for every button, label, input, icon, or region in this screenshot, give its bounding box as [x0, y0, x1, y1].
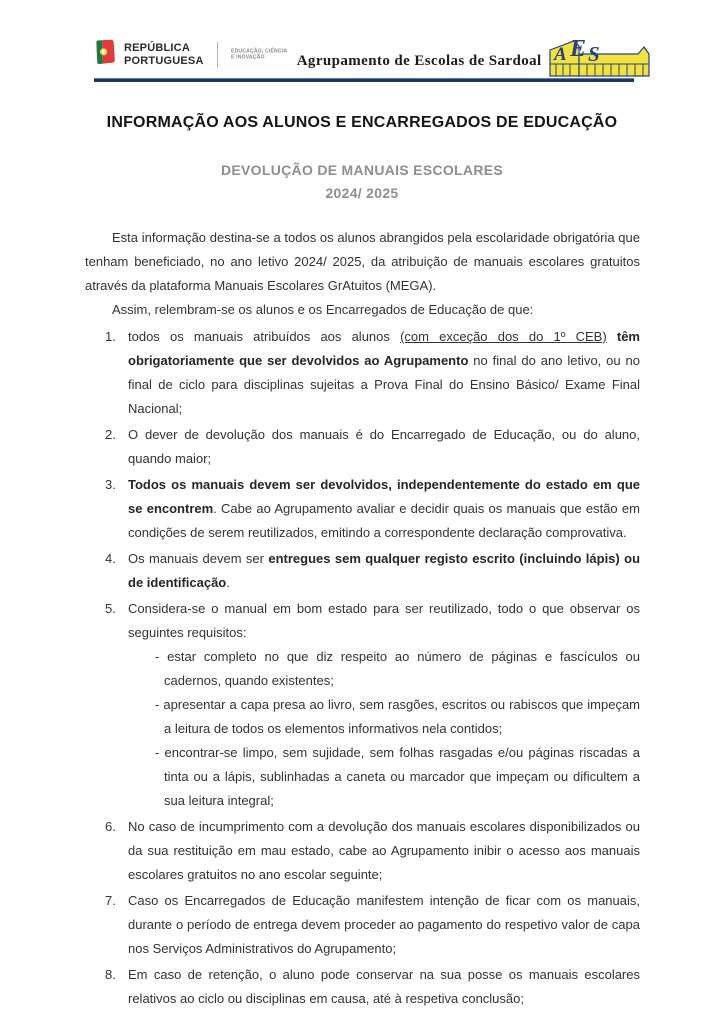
list-item — [85, 473, 640, 545]
dept-text — [231, 49, 287, 61]
page-title: INFORMAÇÃO AOS ALUNOS E ENCARREGADOS DE EDUCAÇÃO — [106, 114, 618, 131]
list-item-text: Todos os manuais devem ser devolvidos, independentemente do estado em que se encontrem. Cabe ao Agrupamento avaliar e decidir quais os manuais que estão em condições de serem reutilizados, emitindo a correspondente declaração comprovativa. — [128, 477, 640, 540]
dept-line1: EDUCAÇÃO, CIÊNCIA — [230, 48, 287, 54]
list-item-text: todos os manuais atribuídos aos alunos (com exceção dos do 1º CEB) têm obrigatoriamente que ser devolvidos ao Agrupamento no final do ano letivo, ou no final de ciclo para disciplinas sujeitas a Prova Final do Ensino Básico/ Exame Final Nacional; — [128, 329, 640, 416]
aes-letter-e: E — [569, 36, 586, 62]
school-name: Agrupamento de Escolas de Sardoal — [296, 53, 542, 69]
intro-paragraph: Esta informação destina-se a todos os alunos abrangidos pela escolaridade obrigatória que tenham beneficiado, no ano letivo 2024/ 2025, da atribuição de manuais escolares gratuitos através da plataforma Manuais Escolares GrAtuitos (MEGA). — [85, 230, 640, 293]
list-item-number: 6. — [105, 819, 116, 834]
list-item-number: 3. — [105, 477, 116, 492]
aes-school-logo-icon — [546, 34, 652, 85]
list-item — [85, 597, 640, 813]
list-subitem: - encontrar-se limpo, sem sujidade, sem folhas rasgadas e/ou páginas riscadas a tinta ou a lápis, sublinhadas a caneta ou marcador que impeçam ou dificultem a sua leitura integral; — [155, 745, 640, 808]
document-body — [85, 226, 640, 1011]
intro-paragraph: Assim, relembram-se os alunos e os Encarregados de Educação de que: — [112, 302, 534, 317]
list-item — [85, 423, 640, 471]
aes-letter-a: A — [553, 44, 567, 65]
aes-letter-s: S — [587, 42, 600, 66]
republic-line2: PORTUGUESA — [124, 54, 204, 67]
list-subitem: - apresentar a capa presa ao livro, sem rasgões, escritos ou rabiscos que impeçam a leitura de todos os elementos informativos nela contidos; — [155, 697, 640, 736]
dept-line2: E INOVAÇÃO — [230, 54, 265, 60]
list-item-number: 5. — [105, 601, 116, 616]
subtitle-line2: 2024/ 2025 — [325, 185, 399, 201]
portugal-flag-icon — [94, 37, 117, 72]
list-item — [85, 889, 640, 961]
list-item — [85, 547, 640, 595]
list-item-number: 4. — [105, 551, 116, 566]
gov-divider — [217, 42, 218, 68]
list-item-text: Em caso de retenção, o aluno pode conservar na sua posse os manuais escolares relativos ao ciclo ou disciplinas em causa, até à respetiva conclusão; — [128, 967, 640, 1006]
list-subitem: - estar completo no que diz respeito ao número de páginas e fascículos ou cadernos, quando existentes; — [155, 649, 640, 688]
list-item-number: 8. — [105, 967, 116, 982]
list-item — [85, 815, 640, 887]
republic-text — [124, 42, 204, 68]
list-item-number: 7. — [105, 893, 116, 908]
gov-logo — [94, 37, 297, 76]
subtitle-line1: DEVOLUÇÃO DE MANUAIS ESCOLARES — [220, 162, 504, 178]
list-item-text: Os manuais devem ser entregues sem qualquer registo escrito (incluindo lápis) ou de identificação. — [128, 551, 641, 590]
republic-line1: REPÚBLICA — [124, 41, 190, 54]
list-item — [85, 325, 640, 421]
list-item — [85, 963, 640, 1011]
list-item-text: O dever de devolução dos manuais é do Encarregado de Educação, ou do aluno, quando maior; — [128, 427, 640, 466]
list-item-text: Considera-se o manual em bom estado para ser reutilizado, todo o que observar os seguintes requisitos: - estar completo no que diz respeito ao número de páginas e fascículos ou cadernos, quando existentes; - apresentar a capa presa ao livro, sem rasgões, escritos ou rabiscos que impeçam a leitura de todos os elementos informativos nela contidos; - encontrar-se limpo, sem sujidade, sem folhas rasgadas e/ou páginas riscadas a tinta ou a lápis, sublinhadas a caneta ou marcador que impeçam ou dificultem a sua leitura integral; — [128, 597, 640, 813]
page-subtitle — [60, 159, 664, 205]
numbered-list — [85, 325, 640, 1011]
list-item-text: Caso os Encarregados de Educação manifestem intenção de ficar com os manuais, durante o período de entrega devem proceder ao pagamento do respetivo valor de capa nos Serviços Administrativos do Agrupamento; — [128, 893, 640, 956]
letterhead — [94, 34, 634, 76]
list-item-text: No caso de incumprimento com a devolução dos manuais escolares disponibilizados ou da sua restituição em mau estado, cabe ao Agrupamento inibir o acesso aos manuais escolares gratuitos no ano escolar seguinte; — [128, 819, 640, 882]
list-item-number: 1. — [105, 329, 116, 344]
list-item-number: 2. — [105, 427, 116, 442]
